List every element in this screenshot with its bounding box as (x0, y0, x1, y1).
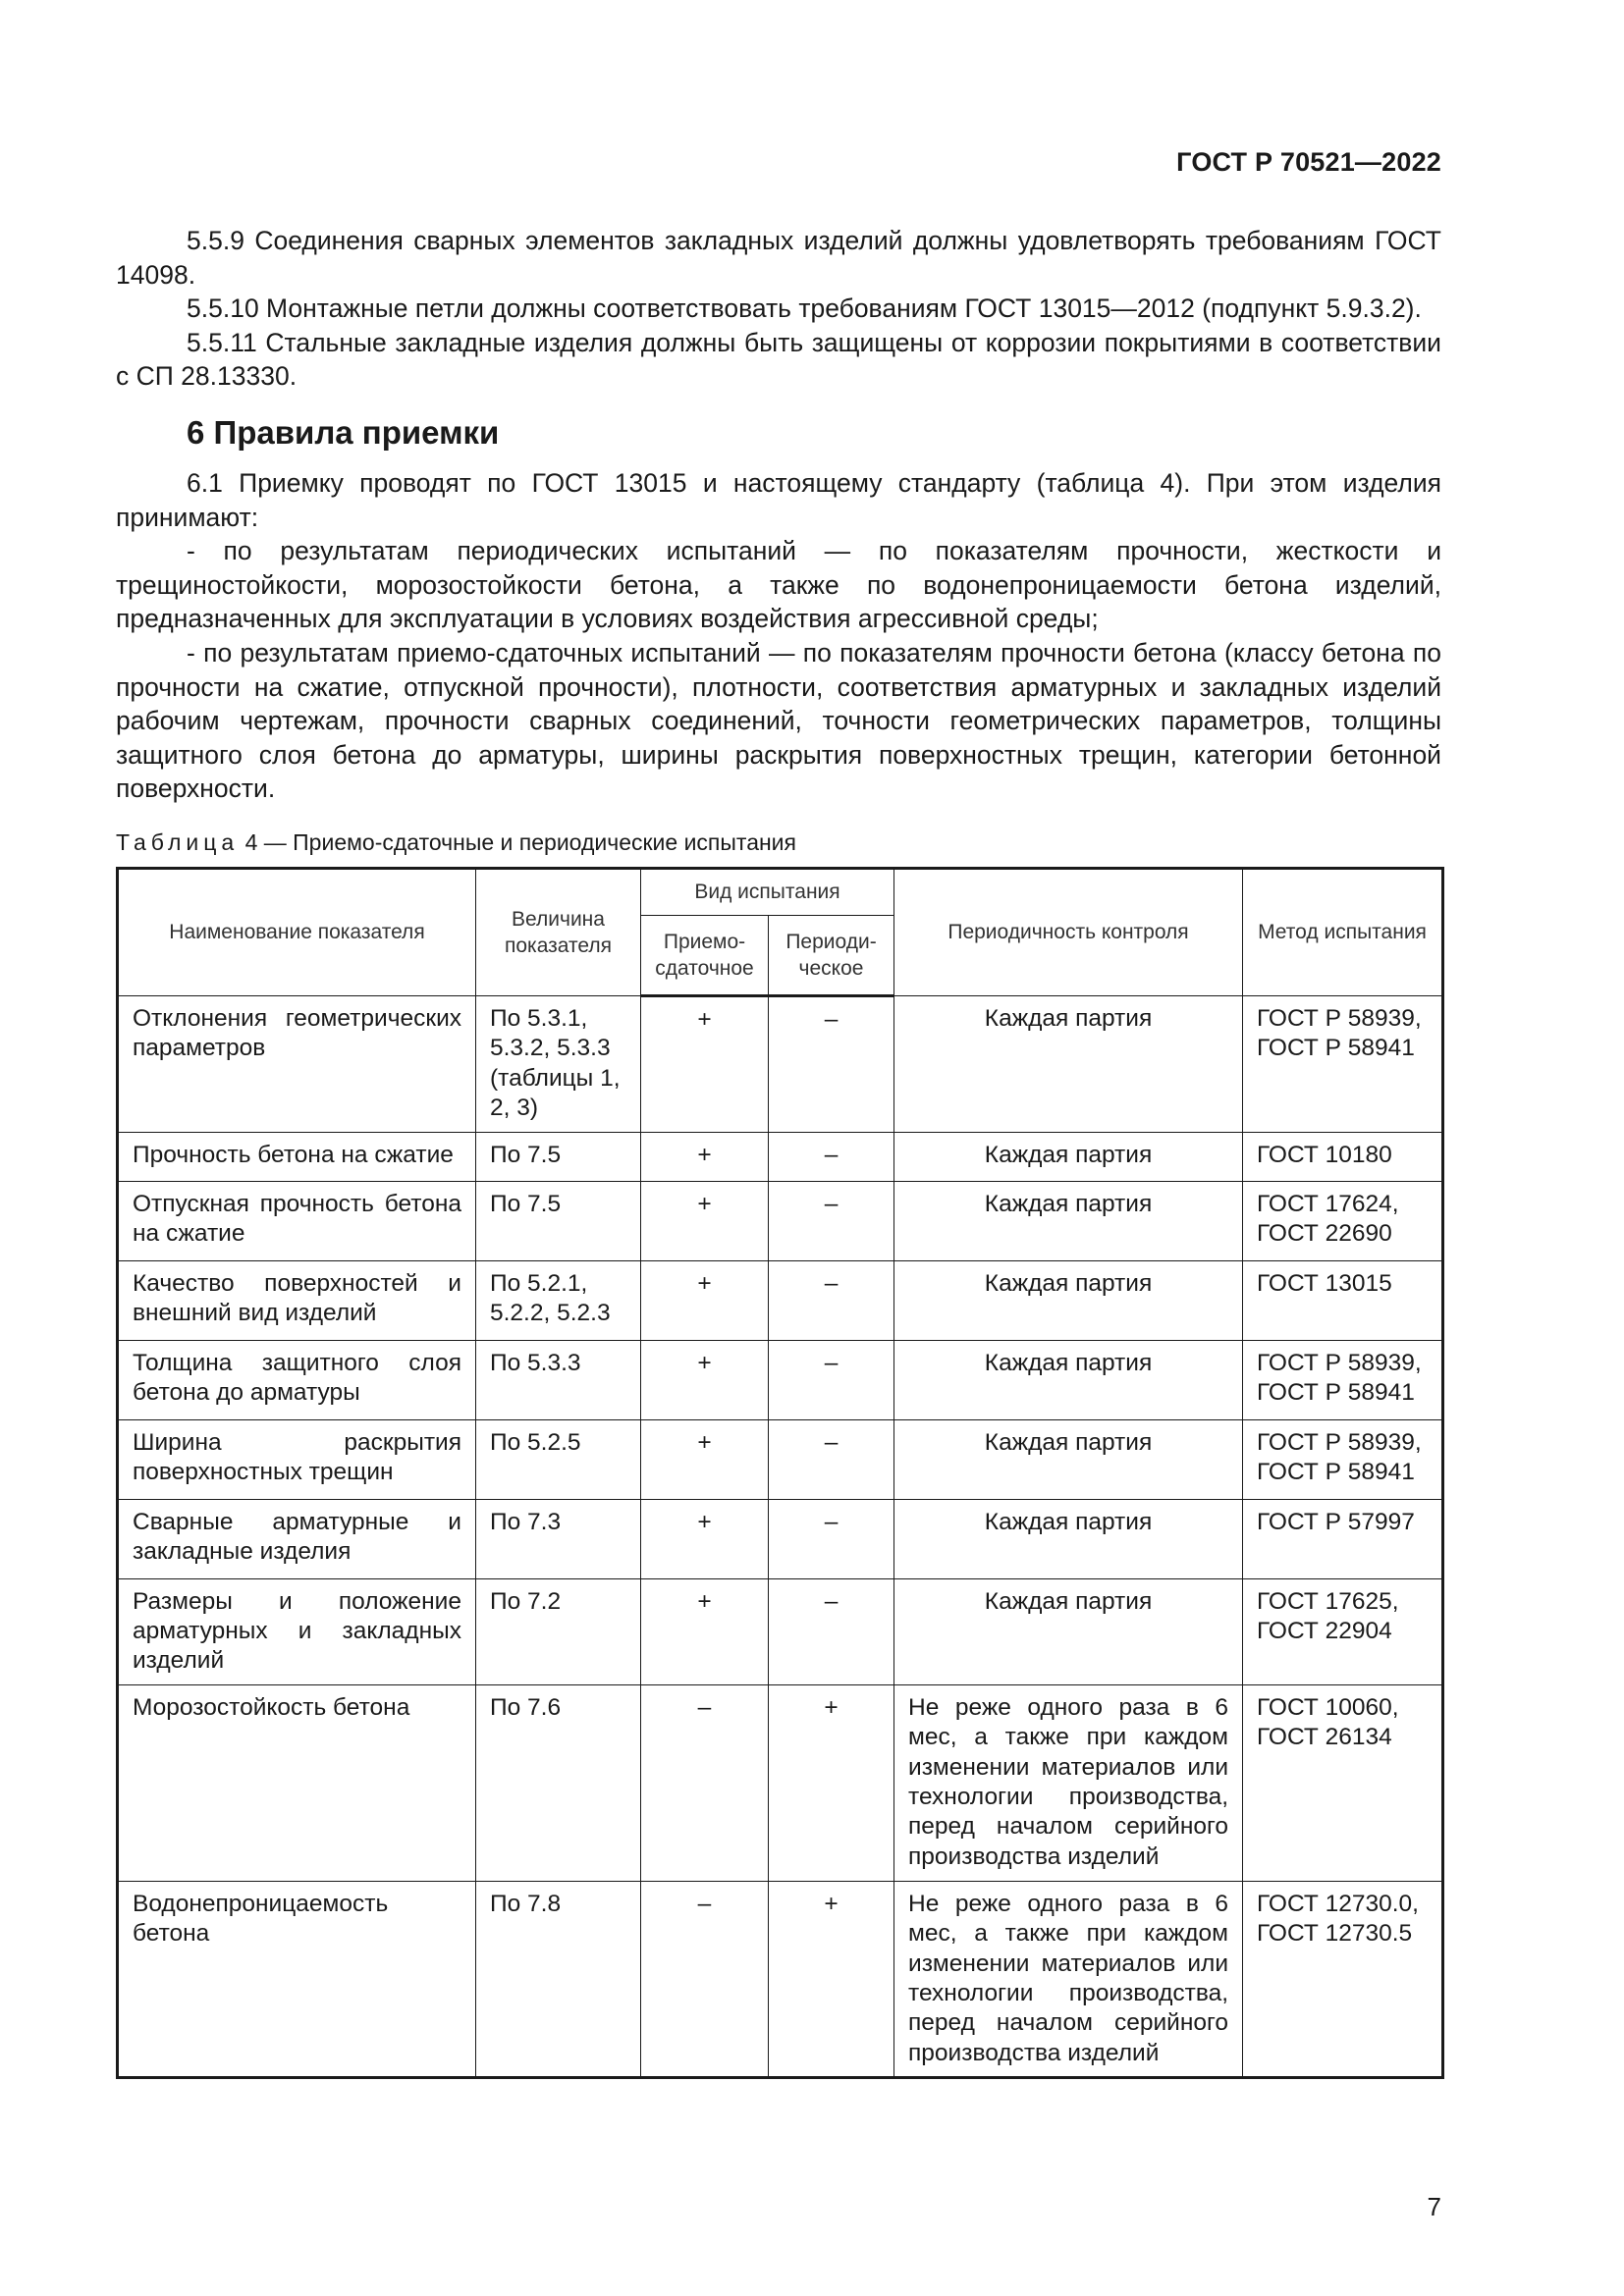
row-frequency: Каждая партия (984, 1428, 1153, 1456)
row-periodic-mark: – (824, 1587, 839, 1615)
table-row (118, 1181, 1443, 1260)
row-periodic-mark: – (824, 1508, 839, 1535)
row-method: ГОСТ Р 58939, ГОСТ Р 58941 (1257, 1428, 1422, 1485)
row-acceptance-mark: – (697, 1693, 712, 1721)
row-method: ГОСТ 12730.0, ГОСТ 12730.5 (1257, 1890, 1419, 1948)
paragraph-6-1: 6.1 Приемку проводят по ГОСТ 13015 и настоящему стандарту (таблица 4). При этом изделия принимают: (116, 467, 1441, 532)
row-acceptance-mark: + (697, 1269, 712, 1297)
paragraph-5-5-10: 5.5.10 Монтажные петли должны соответствовать требованиям ГОСТ 13015—2012 (подпункт 5.9.3.2). (187, 294, 1422, 324)
table-caption-label: Таблица (116, 828, 240, 855)
row-name: Водонепроницаемость бетона (133, 1890, 389, 1948)
header-test-type: Вид испытания (641, 868, 894, 915)
row-value: По 7.5 (490, 1141, 562, 1168)
row-name: Размеры и положение арматурных и закладных изделий (133, 1587, 461, 1675)
row-value: По 7.2 (490, 1587, 562, 1615)
header-periodic: Периоди-ческое (769, 915, 894, 995)
list-item-acceptance: - по результатам приемо-сдаточных испытаний — по показателям прочности бетона (классу бетона по прочности на сжатие, отпускной прочности), плотности, соответствия арматурных и закладных изделий рабочим чертежам, прочности сварных соединений, точности геометрических параметров, толщины защитного слоя бетона до арматуры, ширины раскрытия поверхностных трещин, категории бетонной поверхности. (116, 637, 1441, 804)
row-acceptance-mark: + (697, 1428, 712, 1456)
row-value: По 5.3.3 (490, 1349, 581, 1376)
table-row (118, 1419, 1443, 1499)
row-frequency: Не реже одного раза в 6 мес, а также при каждом изменении материалов или технологии производства, перед началом серийного производства изделий (908, 1693, 1229, 1870)
row-periodic-mark: – (824, 1141, 839, 1168)
row-method: ГОСТ Р 57997 (1257, 1508, 1415, 1535)
tests-table (116, 867, 1444, 2079)
table-row (118, 1260, 1443, 1340)
row-periodic-mark: – (824, 1005, 839, 1033)
row-method: ГОСТ 17625, ГОСТ 22904 (1257, 1587, 1399, 1644)
row-periodic-mark: – (824, 1190, 839, 1217)
header-name: Наименование показателя (118, 868, 476, 995)
row-frequency: Каждая партия (984, 1508, 1153, 1535)
row-frequency: Каждая партия (984, 1190, 1153, 1217)
row-acceptance-mark: + (697, 1349, 712, 1376)
row-periodic-mark: – (824, 1428, 839, 1456)
row-value: По 5.2.5 (490, 1428, 581, 1456)
row-method: ГОСТ 10060, ГОСТ 26134 (1257, 1693, 1399, 1751)
table-row (118, 1578, 1443, 1684)
row-value: По 7.6 (490, 1693, 562, 1721)
header-acceptance: Приемо-сдаточное (641, 915, 769, 995)
header-frequency: Периодичность контроля (894, 868, 1243, 995)
row-method: ГОСТ 17624, ГОСТ 22690 (1257, 1190, 1399, 1247)
table-caption (116, 828, 1441, 857)
document-page (116, 0, 1441, 2296)
row-acceptance-mark: – (697, 1890, 712, 1917)
section-heading: 6 Правила приемки (187, 413, 500, 451)
row-frequency: Каждая партия (984, 1141, 1153, 1168)
row-acceptance-mark: + (697, 1508, 712, 1535)
row-value: По 7.3 (490, 1508, 562, 1535)
paragraph-5-5-9: 5.5.9 Соединения сварных элементов закладных изделий должны удовлетворять требованиям ГОСТ 14098. (116, 226, 1441, 290)
row-method: ГОСТ Р 58939, ГОСТ Р 58941 (1257, 1349, 1422, 1406)
row-frequency: Каждая партия (984, 1004, 1153, 1032)
table-row (118, 1499, 1443, 1578)
row-name: Прочность бетона на сжатие (133, 1141, 454, 1168)
row-frequency: Каждая партия (984, 1587, 1153, 1615)
table-row (118, 1881, 1443, 2077)
row-name: Отклонения геометрических параметров (133, 1004, 461, 1062)
row-frequency: Каждая партия (984, 1349, 1153, 1376)
row-method: ГОСТ Р 58939, ГОСТ Р 58941 (1257, 1004, 1422, 1062)
row-value: По 5.3.1, 5.3.2, 5.3.3 (таблицы 1, 2, 3) (490, 1004, 621, 1122)
list-item-periodic: - по результатам периодических испытаний — по показателям прочности, жесткости и трещиностойкости, морозостойкости бетона, а также по водонепроницаемости бетона изделий, предназначенных для эксплуатации в условиях воздействия агрессивной среды; (116, 536, 1441, 634)
table-row (118, 1132, 1443, 1181)
row-value: По 7.5 (490, 1190, 562, 1217)
row-method: ГОСТ 13015 (1257, 1269, 1392, 1297)
row-frequency: Каждая партия (984, 1269, 1153, 1297)
row-acceptance-mark: + (697, 1587, 712, 1615)
row-frequency: Не реже одного раза в 6 мес, а также при каждом изменении материалов или технологии производства, перед началом серийного производства изделий (908, 1890, 1229, 2066)
row-acceptance-mark: + (697, 1141, 712, 1168)
table-row (118, 1684, 1443, 1881)
row-method: ГОСТ 10180 (1257, 1141, 1392, 1168)
row-periodic-mark: + (824, 1890, 839, 1917)
row-name: Ширина раскрытия поверхностных трещин (133, 1428, 461, 1485)
row-name: Сварные арматурные и закладные изделия (133, 1508, 461, 1565)
table-caption-text: 4 — Приемо-сдаточные и периодические испытания (244, 828, 796, 855)
row-periodic-mark: – (824, 1349, 839, 1376)
row-acceptance-mark: + (697, 1190, 712, 1217)
document-header: ГОСТ Р 70521—2022 (1176, 147, 1441, 177)
row-periodic-mark: – (824, 1269, 839, 1297)
row-name: Толщина защитного слоя бетона до арматуры (133, 1349, 461, 1406)
table-row (118, 1340, 1443, 1419)
header-method: Метод испытания (1243, 868, 1443, 995)
row-periodic-mark: + (824, 1693, 839, 1721)
row-name: Отпускная прочность бетона на сжатие (133, 1190, 461, 1247)
row-name: Качество поверхностей и внешний вид изделий (133, 1269, 461, 1326)
row-name: Морозостойкость бетона (133, 1693, 410, 1721)
row-value: По 7.8 (490, 1890, 562, 1917)
row-value: По 5.2.1, 5.2.2, 5.2.3 (490, 1269, 611, 1326)
header-value: Величина показателя (476, 868, 641, 995)
row-acceptance-mark: + (697, 1005, 712, 1033)
table-body (118, 995, 1443, 2077)
table-row (118, 995, 1443, 1132)
paragraph-5-5-11: 5.5.11 Стальные закладные изделия должны быть защищены от коррозии покрытиями в соответствии с СП 28.13330. (116, 327, 1441, 392)
page-number: 7 (1427, 2192, 1441, 2221)
document-body (116, 224, 1441, 2079)
